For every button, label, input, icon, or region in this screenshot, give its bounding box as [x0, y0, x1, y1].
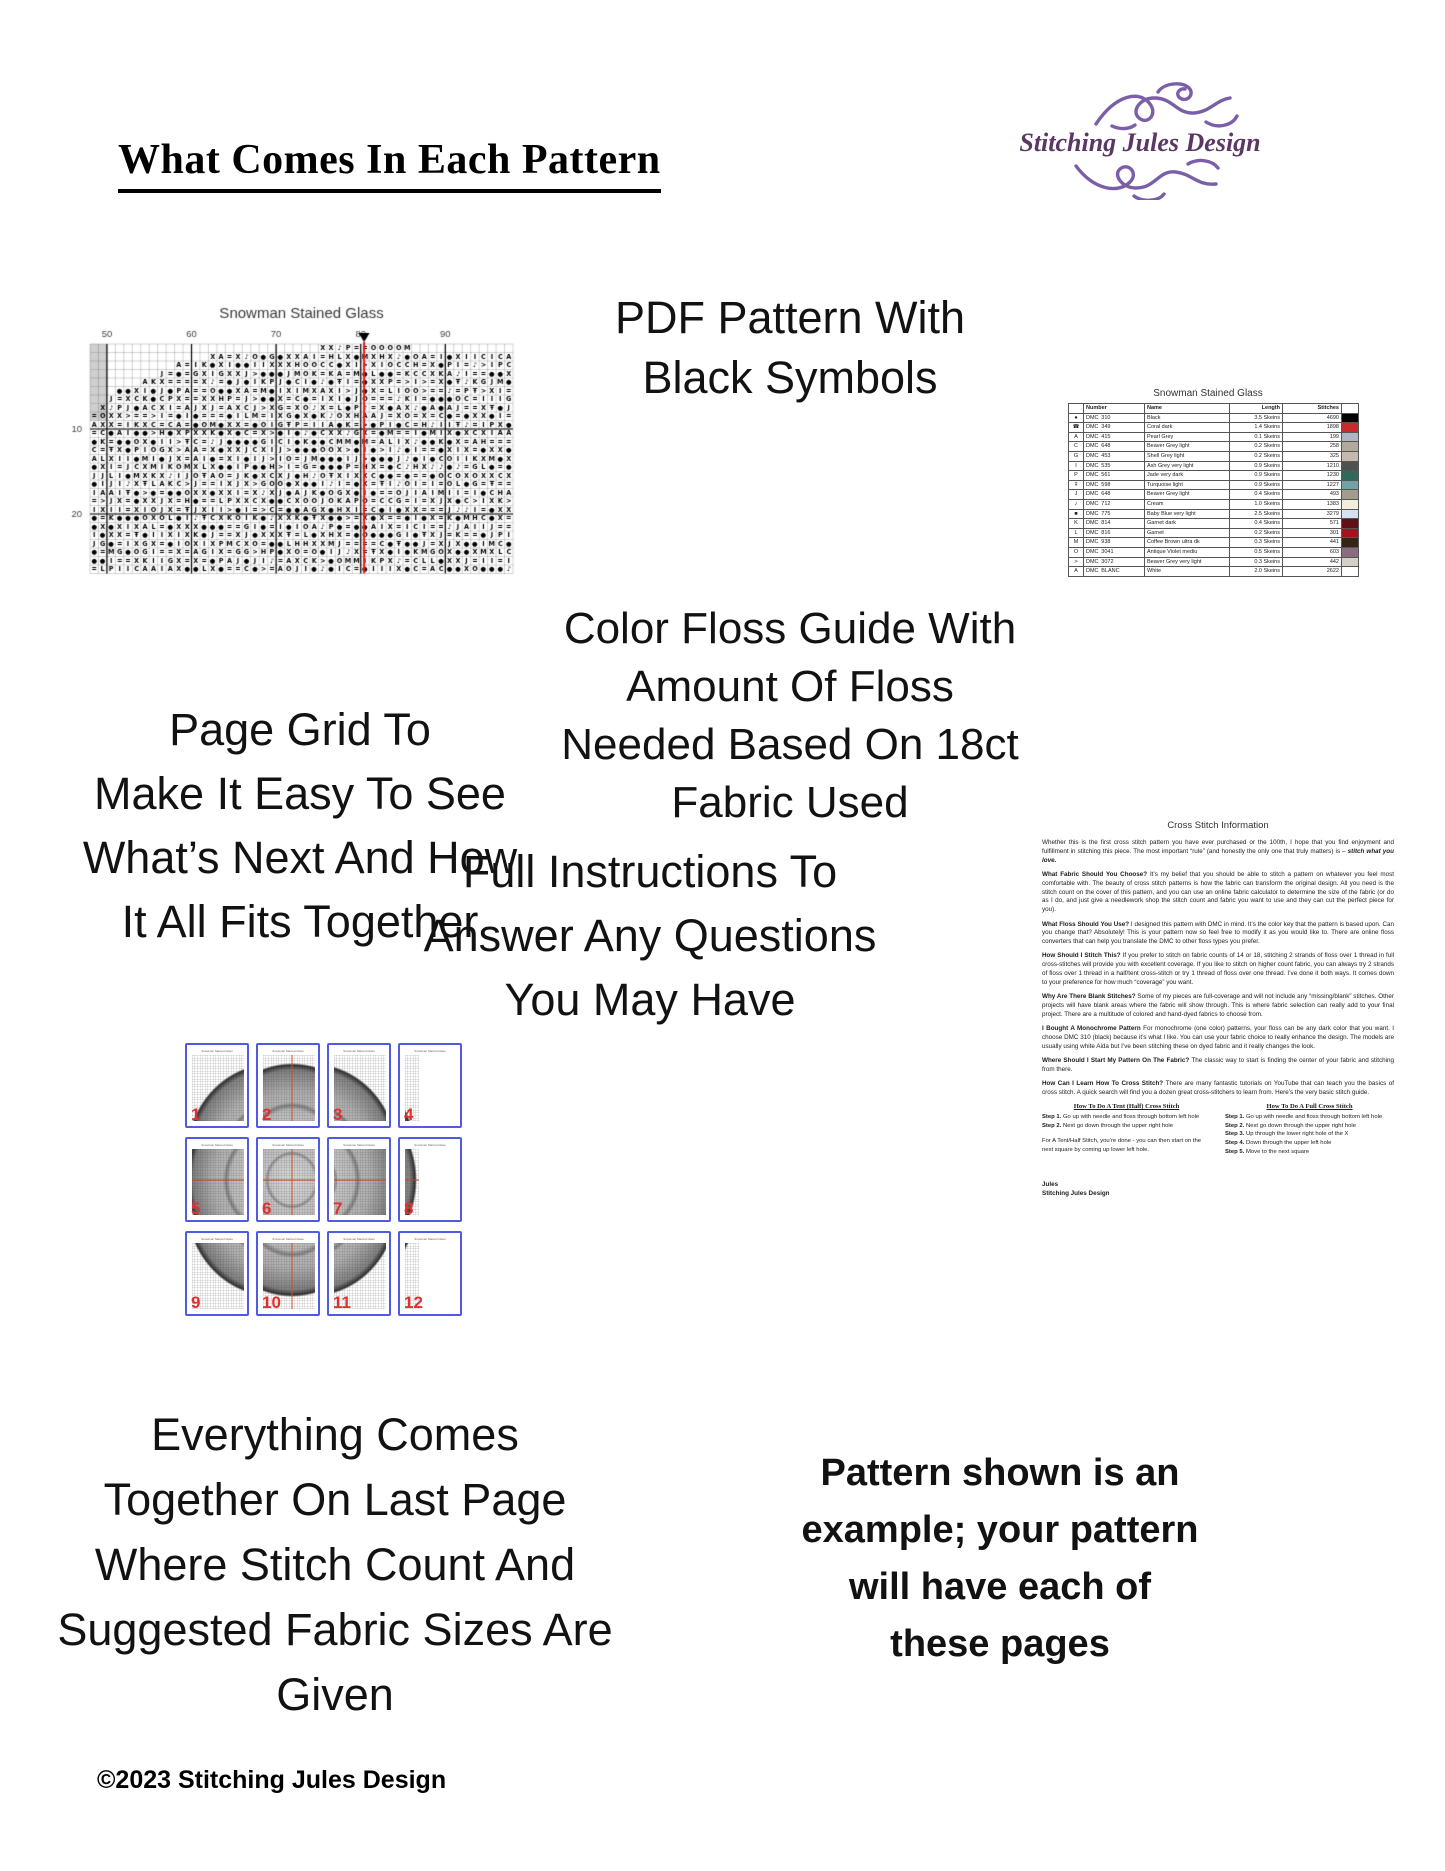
page-number: 9 [191, 1293, 201, 1312]
floss-color-swatch [1342, 423, 1359, 433]
pattern-page-thumbnail [398, 1137, 462, 1222]
floss-cell: 3.5 Skeins [1230, 413, 1283, 423]
stitch-guide-heading: How To Do A Tent (Half) Cross Stitch [1073, 1103, 1180, 1111]
mini-page-title: Snowman Stained Glass [343, 1049, 375, 1053]
caption-line: Make It Easy To See [94, 768, 506, 819]
floss-cell: DMC 648 [1084, 490, 1145, 500]
caption-line: PDF Pattern With [614, 292, 966, 343]
floss-col-header: Stitches [1283, 404, 1342, 414]
document-paragraph: What Floss Should You Use? I designed this pattern with DMC in mind. It’s the color key that the pattern is based upon. Can you change that? Absolutely! This is your pattern now so feel free to modify it as you would like to. There are online floss converters that can help you translate the DMC to other floss types you prefer. [1042, 920, 1394, 946]
caption-line: Needed Based On 18ct [561, 720, 1019, 769]
floss-color-swatch [1342, 557, 1359, 567]
floss-cell: White [1145, 567, 1230, 577]
document-title: Cross Stitch Information [1167, 820, 1269, 831]
caption-line: Answer Any Questions [423, 910, 877, 961]
floss-cell: 1.0 Skeins [1230, 499, 1283, 509]
floss-cell: Cream [1145, 499, 1230, 509]
floss-cell: Coral dark [1145, 423, 1230, 433]
caption-line: Given [276, 1669, 394, 1720]
floss-cell: DMC 648 [1084, 442, 1145, 452]
stitch-guide-step: Step 4. Down through the upper left hole [1225, 1140, 1332, 1146]
page-title: What Comes In Each Pattern [118, 136, 661, 193]
stitch-guide-step: Step 3. Up through the lower right hole of the X [1225, 1131, 1349, 1138]
floss-cell: > [1069, 557, 1084, 567]
caption-line: Suggested Fabric Sizes Are [57, 1604, 613, 1655]
floss-col-header: Number [1084, 404, 1145, 414]
floss-cell: 0.2 Skeins [1230, 451, 1283, 461]
floss-cell: 199 [1283, 432, 1342, 442]
floss-cell: Turquoise light [1145, 480, 1230, 490]
caption-line: Pattern shown is an [820, 1452, 1180, 1494]
floss-cell: 0.9 Skeins [1230, 461, 1283, 471]
flourish-icon [1070, 156, 1226, 200]
floss-cell: ♪ [1069, 499, 1084, 509]
caption-line: Everything Comes [151, 1409, 519, 1460]
document-paragraph: Whether this is the first cross stitch pattern you have ever purchased or the 100th, I hope that you find enjoyment and fulfillment in stitching this piece. The most important “rule” (and honestly the only one that truly matters) is – stitch what you love. [1042, 839, 1394, 864]
floss-row [1069, 538, 1359, 548]
floss-cell: 0.9 Skeins [1230, 480, 1283, 490]
floss-cell: Pearl Grey [1145, 432, 1230, 442]
floss-cell: 1.4 Skeins [1230, 423, 1283, 433]
floss-cell: 2.5 Skeins [1230, 509, 1283, 519]
floss-cell: 571 [1283, 519, 1342, 529]
mini-page-title: Snowman Stained Glass [414, 1237, 446, 1241]
floss-cell: 325 [1283, 451, 1342, 461]
mini-page-title: Snowman Stained Glass [272, 1049, 304, 1053]
floss-cell: O [1069, 547, 1084, 557]
floss-col-header: Length [1230, 404, 1283, 414]
flourish-icon [1090, 80, 1242, 132]
floss-row [1069, 423, 1359, 433]
caption-last-page [25, 1402, 645, 1727]
floss-cell: 258 [1283, 442, 1342, 452]
floss-row [1069, 451, 1359, 461]
floss-cell: Beaver Grey light [1145, 490, 1230, 500]
floss-cell: ■ [1069, 509, 1084, 519]
floss-row [1069, 557, 1359, 567]
floss-row [1069, 471, 1359, 481]
floss-row [1069, 490, 1359, 500]
floss-cell: Baby Blue very light [1145, 509, 1230, 519]
page-number: 10 [262, 1293, 281, 1312]
stitch-guide-column [1225, 1103, 1394, 1156]
footer-copyright: ©2023 Stitching Jules Design [97, 1766, 447, 1794]
mini-page-title: Snowman Stained Glass [343, 1237, 375, 1241]
floss-cell: Ash Grey very light [1145, 461, 1230, 471]
document-signature: Jules Stitching Jules Design [1042, 1181, 1110, 1198]
pattern-page-thumbnail [327, 1137, 391, 1222]
floss-cell: Shell Grey light [1145, 451, 1230, 461]
pattern-page-thumbnail [185, 1137, 249, 1222]
floss-cell: 0.4 Skeins [1230, 519, 1283, 529]
floss-cell: A [1069, 567, 1084, 577]
floss-cell: P [1069, 471, 1084, 481]
caption-line: Together On Last Page [103, 1474, 567, 1525]
pattern-page-thumbnail [256, 1043, 320, 1128]
pages-grid [185, 1043, 462, 1316]
caption-line: Fabric Used [671, 778, 909, 827]
floss-table [1068, 403, 1359, 577]
pattern-page-thumbnail [256, 1231, 320, 1316]
floss-cell: 0.1 Skeins [1230, 432, 1283, 442]
mini-page-title: Snowman Stained Glass [272, 1237, 304, 1241]
floss-cell: 0.5 Skeins [1230, 547, 1283, 557]
document-paragraph: Why Are There Blank Stitches? Some of my pieces are full-coverage and will not include any “missing/blank” stitches. Other projects will have blank areas where the fabric will show through. This is where fabric selection can really add to your final project. There are a multitude of colored and hand-dyed fabrics to choose from. [1042, 993, 1394, 1018]
pattern-page-thumbnail [185, 1231, 249, 1316]
caption-line: will have each of [849, 1566, 1151, 1608]
floss-cell: DMC 453 [1084, 451, 1145, 461]
floss-cell: Beaver Grey very light [1145, 557, 1230, 567]
floss-cell: 0.4 Skeins [1230, 490, 1283, 500]
floss-color-swatch [1342, 490, 1359, 500]
floss-cell: 0.2 Skeins [1230, 528, 1283, 538]
floss-cell: Antique Violet mediu [1145, 547, 1230, 557]
floss-col-header [1069, 404, 1084, 414]
floss-cell: G [1069, 451, 1084, 461]
mini-page-title: Snowman Stained Glass [272, 1143, 304, 1147]
mini-page-title: Snowman Stained Glass [414, 1049, 446, 1053]
document-paragraph: What Fabric Should You Choose? It’s my belief that you should be able to stitch a pattern on whatever you feel most comfortable with. The beauty of cross stitch patterns is how the fabric can transform the original design. All you need is the stitch count on the cover of this pattern, and you can use an online fabric calculator to determine the size of the fabric (or do as I do, and just give a needlework shop the stitch count and fabric you want to use and they can cut the perfect piece for you). [1042, 870, 1394, 914]
document-body [1042, 839, 1394, 1198]
stitch-guide-step: Step 5. Move to the next square [1225, 1148, 1310, 1155]
floss-cell: DMC 3041 [1084, 547, 1145, 557]
caption-line: Page Grid To [169, 704, 431, 755]
floss-cell: 1230 [1283, 471, 1342, 481]
document-paragraph: How Should I Stitch This? If you prefer to stitch on fabric counts of 14 or 18, stitching 2 strands of floss over 1 thread in full cross-stitches will provide you with excellent coverage. If you like to stitch on higher count fabric, you can always try 2 strands of floss over 1 thread in a half/tent cross-stitch or try 1 thread of floss over one thread. I’ve done it both ways. It comes down to your preference for how much “coverage” you want. [1042, 952, 1395, 986]
pattern-page-thumbnail [327, 1231, 391, 1316]
floss-cell: 442 [1283, 557, 1342, 567]
page-number: 1 [191, 1105, 201, 1124]
floss-cell: DMC 415 [1084, 432, 1145, 442]
floss-color-swatch [1342, 461, 1359, 471]
brand-logo [1012, 80, 1268, 200]
caption-line: What’s Next And How [82, 832, 518, 883]
floss-guide-title: Snowman Stained Glass [1153, 388, 1263, 399]
mini-page-title: Snowman Stained Glass [343, 1143, 375, 1147]
page-number: 5 [191, 1199, 201, 1218]
page-number: 4 [404, 1105, 414, 1124]
floss-cell: 1227 [1283, 480, 1342, 490]
pattern-page-thumbnail [327, 1043, 391, 1128]
floss-row [1069, 509, 1359, 519]
stitch-guide-column [1042, 1103, 1211, 1156]
floss-row [1069, 528, 1359, 538]
floss-color-swatch [1342, 519, 1359, 529]
floss-row [1069, 442, 1359, 452]
floss-cell: Jade very dark [1145, 471, 1230, 481]
floss-cell: DMC 712 [1084, 499, 1145, 509]
stitch-guide-step: Step 2. Next go down through the upper right hole [1042, 1122, 1173, 1129]
floss-color-swatch [1342, 471, 1359, 481]
stitch-guide-step: Step 1. Go up with needle and floss through bottom left hole [1042, 1114, 1200, 1121]
floss-cell: DMC 3072 [1084, 557, 1145, 567]
floss-row [1069, 567, 1359, 577]
document-paragraph: I Bought A Monochrome Pattern For monochrome (one color) patterns, your floss can be any dark color that you want. I choose DMC 310 (black) because it’s what I like. You can use your fabric choice to really enhance the design. The models are usually using white Aida but I’ve been stitching these on dyed fabric and it really changes the look. [1042, 1025, 1394, 1050]
floss-cell: DMC 816 [1084, 528, 1145, 538]
caption-line: these pages [890, 1623, 1110, 1665]
floss-row [1069, 480, 1359, 490]
floss-row [1069, 499, 1359, 509]
floss-cell: 0.3 Skeins [1230, 538, 1283, 548]
floss-row [1069, 432, 1359, 442]
floss-row [1069, 413, 1359, 423]
mini-page-title: Snowman Stained Glass [414, 1143, 446, 1147]
floss-cell: 301 [1283, 528, 1342, 538]
floss-cell: L [1069, 528, 1084, 538]
caption-floss-guide [540, 600, 1040, 832]
floss-cell: DMC 938 [1084, 538, 1145, 548]
floss-color-swatch [1342, 567, 1359, 577]
floss-cell: DMC 598 [1084, 480, 1145, 490]
floss-color-swatch [1342, 413, 1359, 423]
floss-color-swatch [1342, 538, 1359, 548]
floss-color-swatch [1342, 432, 1359, 442]
document-paragraph: Where Should I Start My Pattern On The Fabric? The classic way to start is finding the center of your fabric and stitching from there. [1042, 1057, 1395, 1073]
document-paragraph: How Can I Learn How To Cross Stitch? There are many fantastic tutorials on YouTube that can teach you the basics of cross stitch. A quick search will find you a dozen great cross-stitchers to learn from. Here’s the very basic stitch guide. [1042, 1080, 1394, 1096]
instruction-document [1042, 820, 1394, 1198]
floss-cell: 603 [1283, 547, 1342, 557]
floss-cell: 1383 [1283, 499, 1342, 509]
caption-line: example; your pattern [801, 1509, 1199, 1551]
floss-cell: ☎ [1069, 423, 1084, 433]
floss-cell: Coffee Brown ultra dk [1145, 538, 1230, 548]
floss-cell: 1898 [1283, 423, 1342, 433]
page-number: 8 [404, 1199, 414, 1218]
floss-row [1069, 461, 1359, 471]
caption-line: You May Have [504, 974, 796, 1025]
caption-example-note [750, 1445, 1250, 1673]
page-number: 7 [333, 1199, 343, 1218]
floss-color-swatch [1342, 547, 1359, 557]
floss-color-swatch [1342, 442, 1359, 452]
page-number: 3 [333, 1105, 343, 1124]
floss-cell: 0.3 Skeins [1230, 557, 1283, 567]
pattern-page-thumbnail [398, 1231, 462, 1316]
floss-cell: J [1069, 490, 1084, 500]
floss-cell: 3279 [1283, 509, 1342, 519]
floss-cell: 493 [1283, 490, 1342, 500]
floss-color-swatch [1342, 528, 1359, 538]
floss-cell: DMC 310 [1084, 413, 1145, 423]
stitch-chart-preview [60, 298, 522, 585]
floss-cell: 4690 [1283, 413, 1342, 423]
floss-cell: DMC 814 [1084, 519, 1145, 529]
floss-color-swatch [1342, 480, 1359, 490]
stitch-guide-step: Step 1. Go up with needle and floss through bottom left hole [1225, 1114, 1383, 1121]
floss-cell: 441 [1283, 538, 1342, 548]
floss-guide [1068, 388, 1348, 577]
floss-row [1069, 519, 1359, 529]
caption-line: Amount Of Floss [626, 662, 954, 711]
floss-cell: K [1069, 519, 1084, 529]
caption-line: It All Fits Together [121, 896, 479, 947]
pattern-page-thumbnail [256, 1137, 320, 1222]
floss-cell: 1210 [1283, 461, 1342, 471]
floss-cell: Beaver Grey light [1145, 442, 1230, 452]
floss-cell: Black [1145, 413, 1230, 423]
floss-cell: 2.0 Skeins [1230, 567, 1283, 577]
floss-color-swatch [1342, 509, 1359, 519]
floss-cell: DMC 561 [1084, 471, 1145, 481]
page-number: 2 [262, 1105, 272, 1124]
floss-color-swatch [1342, 451, 1359, 461]
stitch-guide-note: For A Tent/Half Stitch, you’re done - you can then start on the next square by coming up lower left hole. [1042, 1138, 1202, 1153]
floss-cell: 2622 [1283, 567, 1342, 577]
page-number: 12 [404, 1293, 423, 1312]
caption-line: Black Symbols [642, 352, 938, 403]
mini-page-title: Snowman Stained Glass [201, 1143, 233, 1147]
page-number: 6 [262, 1199, 272, 1218]
stitch-guide-heading: How To Do A Full Cross Stitch [1266, 1103, 1353, 1111]
floss-cell: ● [1069, 413, 1084, 423]
stitch-guides [1042, 1103, 1394, 1156]
floss-cell: Garnet [1145, 528, 1230, 538]
floss-cell: C [1069, 442, 1084, 452]
floss-cell: DMC BLANC [1084, 567, 1145, 577]
floss-cell: Garnet dark [1145, 519, 1230, 529]
floss-row [1069, 547, 1359, 557]
mini-page-title: Snowman Stained Glass [201, 1049, 233, 1053]
floss-cell: I [1069, 461, 1084, 471]
stitch-guide-step: Step 2. Next go down through the upper right hole [1225, 1122, 1356, 1129]
floss-col-header [1342, 404, 1359, 414]
caption-pdf-pattern [540, 288, 1040, 408]
floss-cell: 0.2 Skeins [1230, 442, 1283, 452]
stitch-chart-canvas [60, 298, 522, 580]
floss-cell: Ŧ [1069, 480, 1084, 490]
brand-name: Stitching Jules Design [1019, 128, 1261, 157]
floss-cell: A [1069, 432, 1084, 442]
floss-col-header: Name [1145, 404, 1230, 414]
caption-line: Color Floss Guide With [563, 604, 1017, 653]
pattern-page-thumbnail [185, 1043, 249, 1128]
caption-line: Full Instructions To [462, 846, 838, 897]
floss-cell: DMC 349 [1084, 423, 1145, 433]
floss-cell: DMC 535 [1084, 461, 1145, 471]
mini-page-title: Snowman Stained Glass [201, 1237, 233, 1241]
floss-cell: 0.9 Skeins [1230, 471, 1283, 481]
floss-color-swatch [1342, 499, 1359, 509]
pattern-page-thumbnail [398, 1043, 462, 1128]
caption-line: Where Stitch Count And [94, 1539, 576, 1590]
floss-cell: DMC 775 [1084, 509, 1145, 519]
caption-instructions [400, 840, 900, 1032]
floss-cell: M [1069, 538, 1084, 548]
page-number: 11 [333, 1293, 351, 1312]
